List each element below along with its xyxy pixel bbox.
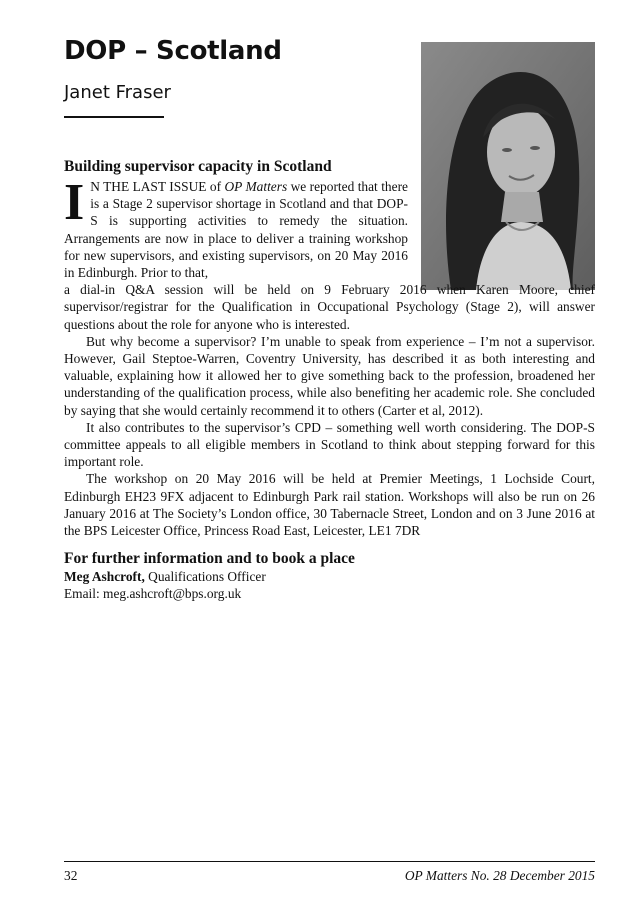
article-paragraph-1-continued: a dial-in Q&A session will be held on 9 February 2016 when Karen Moore, chief supervisor/registrar for the Qualification in Occupational Psychology (Stage 2), will answer questions about the role for anyone who is interested. — [64, 282, 595, 332]
publication-footer: OP Matters No. 28 December 2015 — [404, 868, 595, 883]
article-paragraph-2: But why become a supervisor? I’m unable to speak from experience – I’m not a supervisor. However, Gail Steptoe-Warren, Coventry University, has described it as both interesting and valuable, explaining how it allowed her to give something back to the profession, broadened her understanding of the qualification process, while also benefiting her academic role. She concluded by saying that she would certainly recommend it to others (Carter et al, 2012). — [64, 333, 595, 418]
title-underline — [64, 116, 164, 118]
contact-line — [64, 568, 595, 585]
contact-heading: For further information and to book a place — [64, 550, 355, 568]
author-name: Janet Fraser — [64, 82, 171, 103]
article-paragraph-3: It also contributes to the supervisor’s CPD – something well worth considering. The DOP-S committee appeals to all eligible members in Scotland to think about stepping forward for this important role. — [64, 419, 595, 470]
article-body — [64, 158, 595, 603]
p1-text-start: N THE LAST ISSUE of — [90, 179, 225, 194]
contact-name: Meg Ashcroft, — [64, 569, 145, 585]
contact-email: Email: meg.ashcroft@bps.org.uk — [64, 586, 242, 602]
drop-cap: I — [64, 174, 85, 231]
article-paragraph-1 — [64, 174, 408, 281]
page-number: 32 — [64, 868, 78, 883]
footer-rule — [64, 861, 595, 862]
article-heading: Building supervisor capacity in Scotland — [64, 158, 332, 175]
article-paragraph-4: The workshop on 20 May 2016 will be held at Premier Meetings, 1 Lochside Court, Edinburgh EH23 9FX adjacent to Edinburgh Park rail station. Workshops will also be run on 26 January 2016 at The Society’s London office, 30 Tabernacle Street, London and on 3 June 2016 at the BPS Leicester Office, Princess Road East, Leicester, LE1 7DR — [64, 471, 595, 539]
contact-role: Qualifications Officer — [144, 569, 266, 585]
p1-publication-name: OP Matters — [224, 179, 288, 194]
p1-text-end: we reported that there is a Stage 2 supervisor shortage in Scotland and that DOP-S is supporting activities to remedy the situation. Arrangements are now in place to deliver a training workshop for new supervisors, and existing supervisors, on 20 May 2016 in Edinburgh. Prior to that, — [64, 179, 408, 281]
page-title: DOP – Scotland — [64, 36, 282, 66]
